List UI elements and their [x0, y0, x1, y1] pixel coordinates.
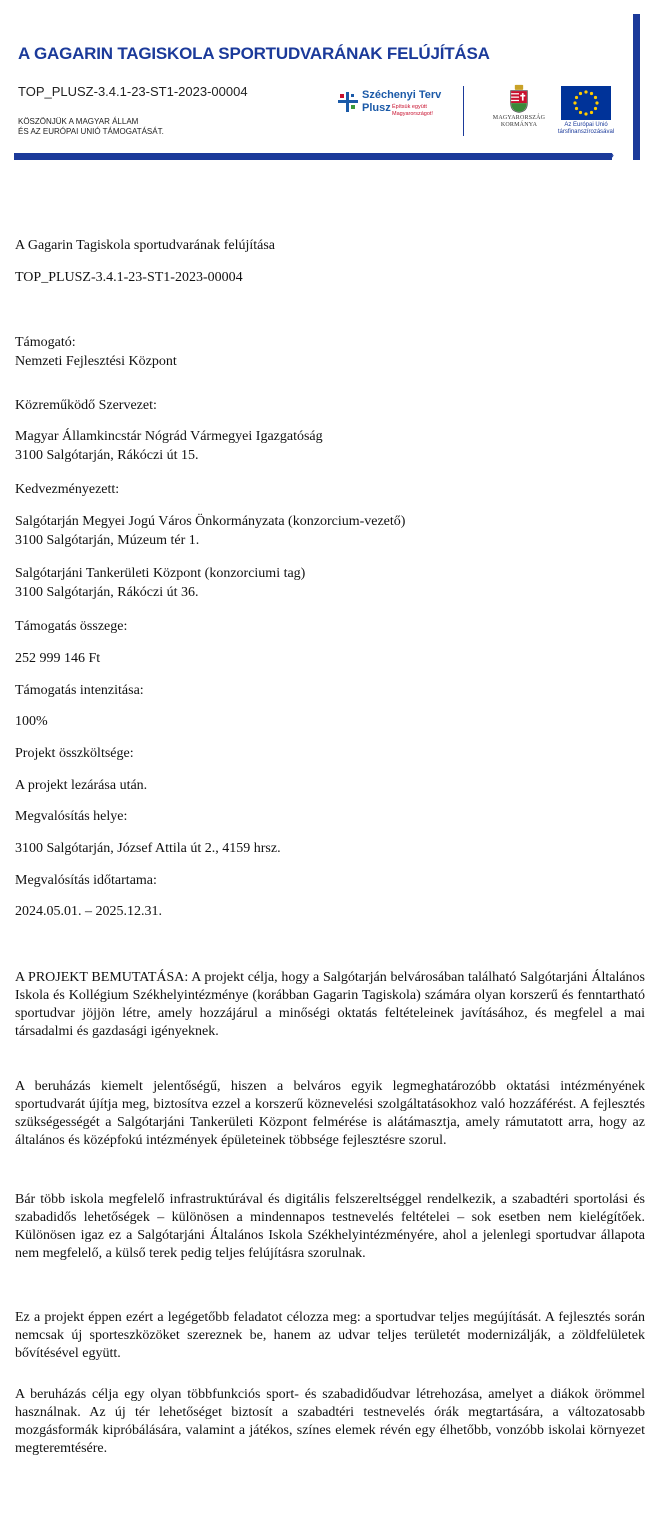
banner-thanks	[18, 117, 164, 137]
kormany-caption-1: MAGYARORSZÁG	[492, 115, 546, 121]
location-label: Megvalósítás helye:	[15, 809, 128, 824]
supporter-value: Nemzeti Fejlesztési Központ	[15, 354, 177, 369]
kormany-caption-2: KORMÁNYA	[500, 122, 538, 128]
banner-thanks-line2: ÉS AZ EURÓPAI UNIÓ TÁMOGATÁSÁT.	[18, 127, 164, 136]
eu-flag-icon	[561, 86, 611, 120]
total-cost-value: A projekt lezárása után.	[15, 778, 148, 793]
beneficiary-label: Kedvezményezett:	[15, 482, 120, 497]
hungarian-crest-icon	[509, 84, 529, 114]
eu-caption-2: társfinanszírozásával	[557, 129, 615, 135]
header-banner	[0, 0, 662, 170]
location-value: 3100 Salgótarján, József Attila út 2., 4159 hrsz.	[15, 841, 281, 856]
eu-cofinanced-logo	[552, 86, 620, 140]
paragraph-project-intro: A PROJEKT BEMUTATÁSA: A projekt célja, hogy a Salgótarján belvárosában található Salgótarjáni Általános Iskola és Kollégium Székhelyintézménye (korábban Gagarin Tagiskola) számára olyan korszerű és fenntartható sportudvar jöjjön létre, amely hozzájárul a minőségi oktatás feltételeinek javításához, és megfelel a mai társadalmi és gazdasági igényeknek.	[15, 970, 645, 1039]
project-code: TOP_PLUSZ-3.4.1-23-ST1-2023-00004	[15, 270, 243, 285]
intermediary-label: Közreműködő Szervezet:	[15, 398, 157, 413]
banner-horizontal-bar	[14, 153, 612, 160]
szechenyi-cross-icon	[336, 90, 360, 114]
szechenyi-tagline-2: Magyarországot!	[392, 111, 433, 117]
beneficiary2-address: 3100 Salgótarján, Rákóczi út 36.	[15, 585, 199, 600]
intensity-label: Támogatás intenzitása:	[15, 683, 144, 698]
kormany-caption	[488, 115, 550, 129]
paragraph-significance: A beruházás kiemelt jelentőségű, hiszen a belváros egyik legmeghatározóbb oktatási intézményének sportudvarát újítja meg, biztosítva ezzel a korszerű köznevelési szolgáltatásokhoz való hozzáférést. A fejlesztés szükségességét a Salgótarjáni Tankerületi Központ felmérése is alátámasztja, amely rámutatott arra, hogy az általános és középfokú intézmények épületeinek többsége fejlesztésre szorul.	[15, 1079, 645, 1148]
supporter-label: Támogató:	[15, 335, 76, 350]
banner-project-code: TOP_PLUSZ-3.4.1-23-ST1-2023-00004	[18, 84, 248, 99]
duration-label: Megvalósítás időtartama:	[15, 873, 157, 888]
beneficiary1-name: Salgótarján Megyei Jogú Város Önkormányzata (konzorcium-vezető)	[15, 514, 406, 529]
total-cost-label: Projekt összköltsége:	[15, 746, 134, 761]
intermediary-address: 3100 Salgótarján, Rákóczi út 15.	[15, 448, 199, 463]
duration-value: 2024.05.01. – 2025.12.31.	[15, 904, 162, 919]
paragraph-goal: A beruházás célja egy olyan többfunkciós sport- és szabadidőudvar létrehozása, amelyet a diákok örömmel használnak. Az új tér lehetőséget biztosít a szabadtéri testnevelés órák megtartására, a változatosabb mozgásformák kipróbálására, valamint a játékos, színes elemek révén egy élhetőbb, vonzóbb iskolai környezet megteremtésére.	[15, 1387, 645, 1456]
chevrons-icon: ›››	[606, 150, 613, 161]
banner-thanks-line1: KÖSZÖNJÜK A MAGYAR ÁLLAM	[18, 117, 139, 126]
paragraph-focus: Ez a projekt éppen ezért a legégetőbb feladatot célozza meg: a sportudvar teljes megújítását. A fejlesztés során nemcsak új sporteszközöket szereznek be, hanem az udvar teljes területét modernizálják, a zöldfelületek bővítésével együtt.	[15, 1310, 645, 1361]
eu-caption-1: Az Európai Unió	[564, 122, 608, 128]
amount-label: Támogatás összege:	[15, 619, 128, 634]
magyarorszag-kormanya-logo	[488, 84, 550, 140]
szechenyi-plus: Plusz	[362, 102, 391, 114]
szechenyi-terv-logo	[336, 88, 456, 128]
banner-vertical-bar	[633, 14, 640, 160]
szechenyi-tagline-1: Építsük együtt	[392, 104, 427, 110]
szechenyi-tagline	[392, 104, 433, 118]
amount-value: 252 999 146 Ft	[15, 651, 101, 666]
paragraph-infrastructure: Bár több iskola megfelelő infrastruktúrával és digitális felszereltséggel rendelkezik, a szabadtéri sportolási és szabadidős lehetőségek – különösen a mindennapos testnevelés feltételei – sok esetben nem kielégítőek. Különösen igaz ez a Salgótarjáni Általános Iskola Székhelyintézményére, ahol a jelenlegi sportudvar állapota nem megfelelő, a külső terek pedig teljes felújításra szorulnak.	[15, 1192, 645, 1261]
beneficiary2-name: Salgótarjáni Tankerületi Központ (konzorciumi tag)	[15, 566, 306, 581]
logo-separator	[463, 86, 464, 136]
project-title: A Gagarin Tagiskola sportudvarának felújítása	[15, 238, 276, 253]
beneficiary1-address: 3100 Salgótarján, Múzeum tér 1.	[15, 533, 200, 548]
intensity-value: 100%	[15, 714, 48, 729]
eu-caption	[552, 122, 620, 136]
intermediary-name: Magyar Államkincstár Nógrád Vármegyei Igazgatóság	[15, 429, 323, 444]
szechenyi-title: Széchenyi Terv	[362, 89, 442, 101]
banner-title: A GAGARIN TAGISKOLA SPORTUDVARÁNAK FELÚJÍTÁSA	[18, 44, 490, 63]
